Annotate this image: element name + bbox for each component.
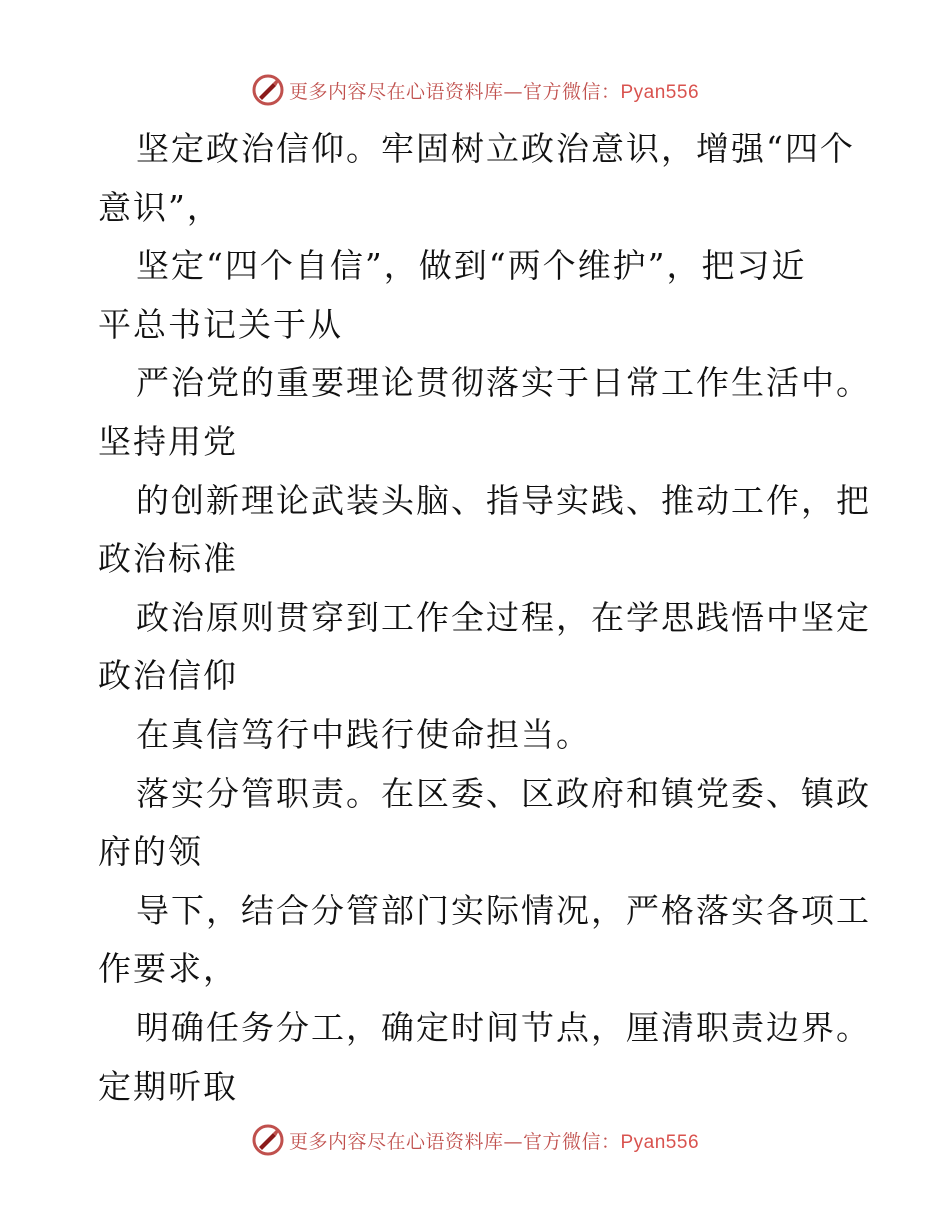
pen-logo-icon: [251, 73, 285, 107]
text-line: 坚定“四个自信”，做到“两个维护”，把习近: [136, 246, 807, 286]
body-text: [98, 120, 871, 1116]
text-line: 导下，结合分管部门实际情况，严格落实各项工: [136, 890, 871, 930]
text-line: 严治党的重要理论贯彻落实于日常工作生活中。: [136, 363, 871, 403]
footer-wechat-id: Pyan556: [620, 1131, 700, 1153]
header-banner: [0, 70, 950, 110]
text-line: 意识”，: [98, 187, 222, 227]
text-line: 府的领: [98, 832, 203, 872]
footer-banner-text: 更多内容尽在心语资料库—官方微信：: [288, 1130, 621, 1153]
header-wechat-id: Pyan556: [620, 81, 700, 103]
text-line: 落实分管职责。在区委、区政府和镇党委、镇政: [136, 773, 871, 813]
pen-logo-icon: [251, 1123, 285, 1157]
text-line: 政治标准: [98, 539, 238, 579]
text-line: 明确任务分工，确定时间节点，厘清职责边界。: [136, 1007, 871, 1047]
text-line: 的创新理论武装头脑、指导实践、推动工作，把: [136, 480, 871, 520]
text-line: 平总书记关于从: [98, 304, 343, 344]
text-line: 坚定政治信仰。牢固树立政治意识，增强“四个: [136, 129, 855, 168]
text-line: 定期听取: [98, 1066, 238, 1106]
header-banner-text: 更多内容尽在心语资料库—官方微信：: [288, 80, 621, 103]
footer-banner: [0, 1120, 950, 1160]
text-line: 政治信仰: [98, 656, 238, 696]
text-line: 作要求，: [98, 949, 238, 989]
text-line: 坚持用党: [98, 421, 238, 461]
text-line: 政治原则贯穿到工作全过程，在学思践悟中坚定: [136, 597, 871, 637]
text-line: 在真信笃行中践行使命担当。: [136, 714, 591, 754]
